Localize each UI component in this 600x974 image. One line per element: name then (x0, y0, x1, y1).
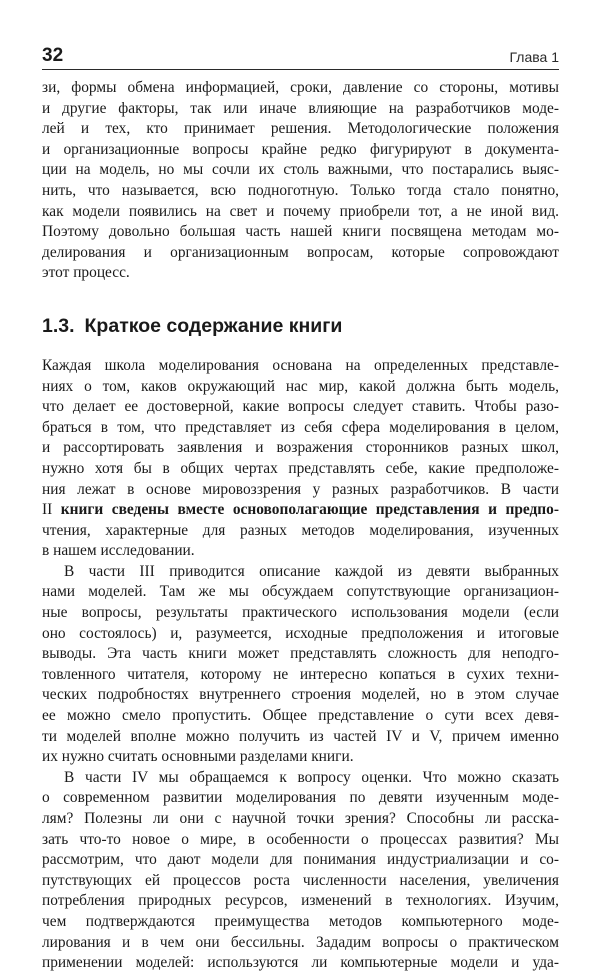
text-line: и другие факторы, так или иначе влияющие на разработчиков моде- (42, 99, 559, 117)
text-line: Каждая школа моделирования основана на определенных представле- (42, 356, 559, 374)
text-line: чтения, характерные для разных методов моделирования, изученных (42, 521, 559, 539)
text-line: нужно хотя бы в общих чертах представлять себе, какие предположе- (42, 459, 559, 477)
section-number: 1.3. (42, 314, 75, 337)
text-line: рассмотрим, что дают модели для понимания индустриализации и со- (42, 851, 559, 869)
section-title: Краткое содержание книги (84, 314, 343, 337)
intro-paragraph (42, 78, 559, 284)
text-line: нами моделей. Там же мы обсуждаем сопутствующие организацион- (42, 583, 559, 601)
running-header (42, 40, 559, 70)
text-line: ниях о том, каков окружающий нас мир, какой должна быть модель, (42, 377, 559, 395)
text-line: зать что-то новое о мире, в особенности о процессах развития? Мы (42, 830, 559, 848)
text-line: выводы. Эта часть книги может представлять сложность для неподго- (42, 645, 559, 663)
text-line: товленного читателя, которому не интересно копаться в сухих техни- (42, 665, 559, 683)
text-line: их нужно считать основными разделами книги. (42, 748, 354, 766)
text-line: ее можно смело пропустить. Общее представление о сути всех девя- (42, 707, 559, 725)
chapter-label: Глава 1 (509, 49, 559, 65)
text-line: лей и тех, кто принимает решения. Методологические положения (42, 120, 559, 138)
text-line: о современном развитии моделирования по девяти изученным моде- (42, 789, 559, 807)
text-line: В части III приводится описание каждой из девяти выбранных (64, 562, 559, 580)
text-line: делирования и организационным вопросам, которые сопровождают (42, 243, 559, 261)
text-line-bold (42, 500, 559, 521)
text-line: Поэтому довольно большая часть нашей книги посвящена методам мо- (42, 223, 559, 241)
text-line: В части IV мы обращаемся к вопросу оценки. Что можно сказать (64, 768, 559, 786)
text-line: нить, что называется, всю подноготную. Только тогда стало понятно, (42, 181, 559, 199)
text-line: ции на модель, но мы сочли их столь важными, что постарались выяс- (42, 161, 559, 179)
text-line: этот процесс. (42, 264, 130, 282)
text-line: в нашем исследовании. (42, 542, 195, 560)
text-line: как модели появились на свет и почему приобрели тот, а не иной вид. (42, 202, 559, 220)
text-line: что делает ее достоверной, какие вопросы следует ставить. Чтобы разо- (42, 398, 559, 416)
text-line: браться в том, что представляет из себя сфера моделирования в целом, (42, 418, 559, 436)
text-fragment: II (42, 501, 61, 519)
text-line: зи, формы обмена информацией, сроки, давление со стороны, мотивы (42, 79, 559, 96)
text-line: путствующих ей процессов роста численности населения, увеличения (42, 871, 559, 889)
text-line: чем подтверждаются преимущества методов компьютерного моде- (42, 912, 559, 930)
text-line: оно состоялось) и, разумеется, исходные предположения и итоговые (42, 624, 559, 642)
bold-fragment: книги сведены вместе основополагающие представления и предпо- (60, 501, 559, 519)
paragraph-3 (42, 768, 559, 974)
paragraph-1 (42, 356, 559, 562)
text-line: и организационные вопросы крайне редко фигурируют в документа- (42, 140, 559, 158)
text-line: ти моделей вполне можно получить из частей IV и V, причем именно (42, 727, 559, 745)
text-line: ния лежат в основе мировоззрения у разных разработчиков. В части (42, 480, 559, 498)
text-line: применении моделей: используются ли компьютерные модели и уда- (42, 954, 559, 972)
text-line: лирования и в чем они бессильны. Зададим вопросы о практическом (42, 933, 559, 951)
book-page (42, 40, 559, 974)
text-line: лям? Полезны ли они с научной точки зрения? Способны ли расска- (42, 810, 559, 827)
paragraph-2 (42, 562, 559, 768)
text-line: ные вопросы, результаты практического использования модели (если (42, 604, 559, 622)
section-heading (42, 314, 559, 338)
page-number: 32 (42, 45, 64, 66)
text-line: потребления природных ресурсов, изменений в технологиях. Изучим, (42, 892, 559, 910)
text-line: и рассортировать заявления и возражения сторонников разных школ, (42, 439, 559, 457)
text-line: ческих подробностях внутреннего строения моделей, но в этом случае (42, 686, 559, 704)
